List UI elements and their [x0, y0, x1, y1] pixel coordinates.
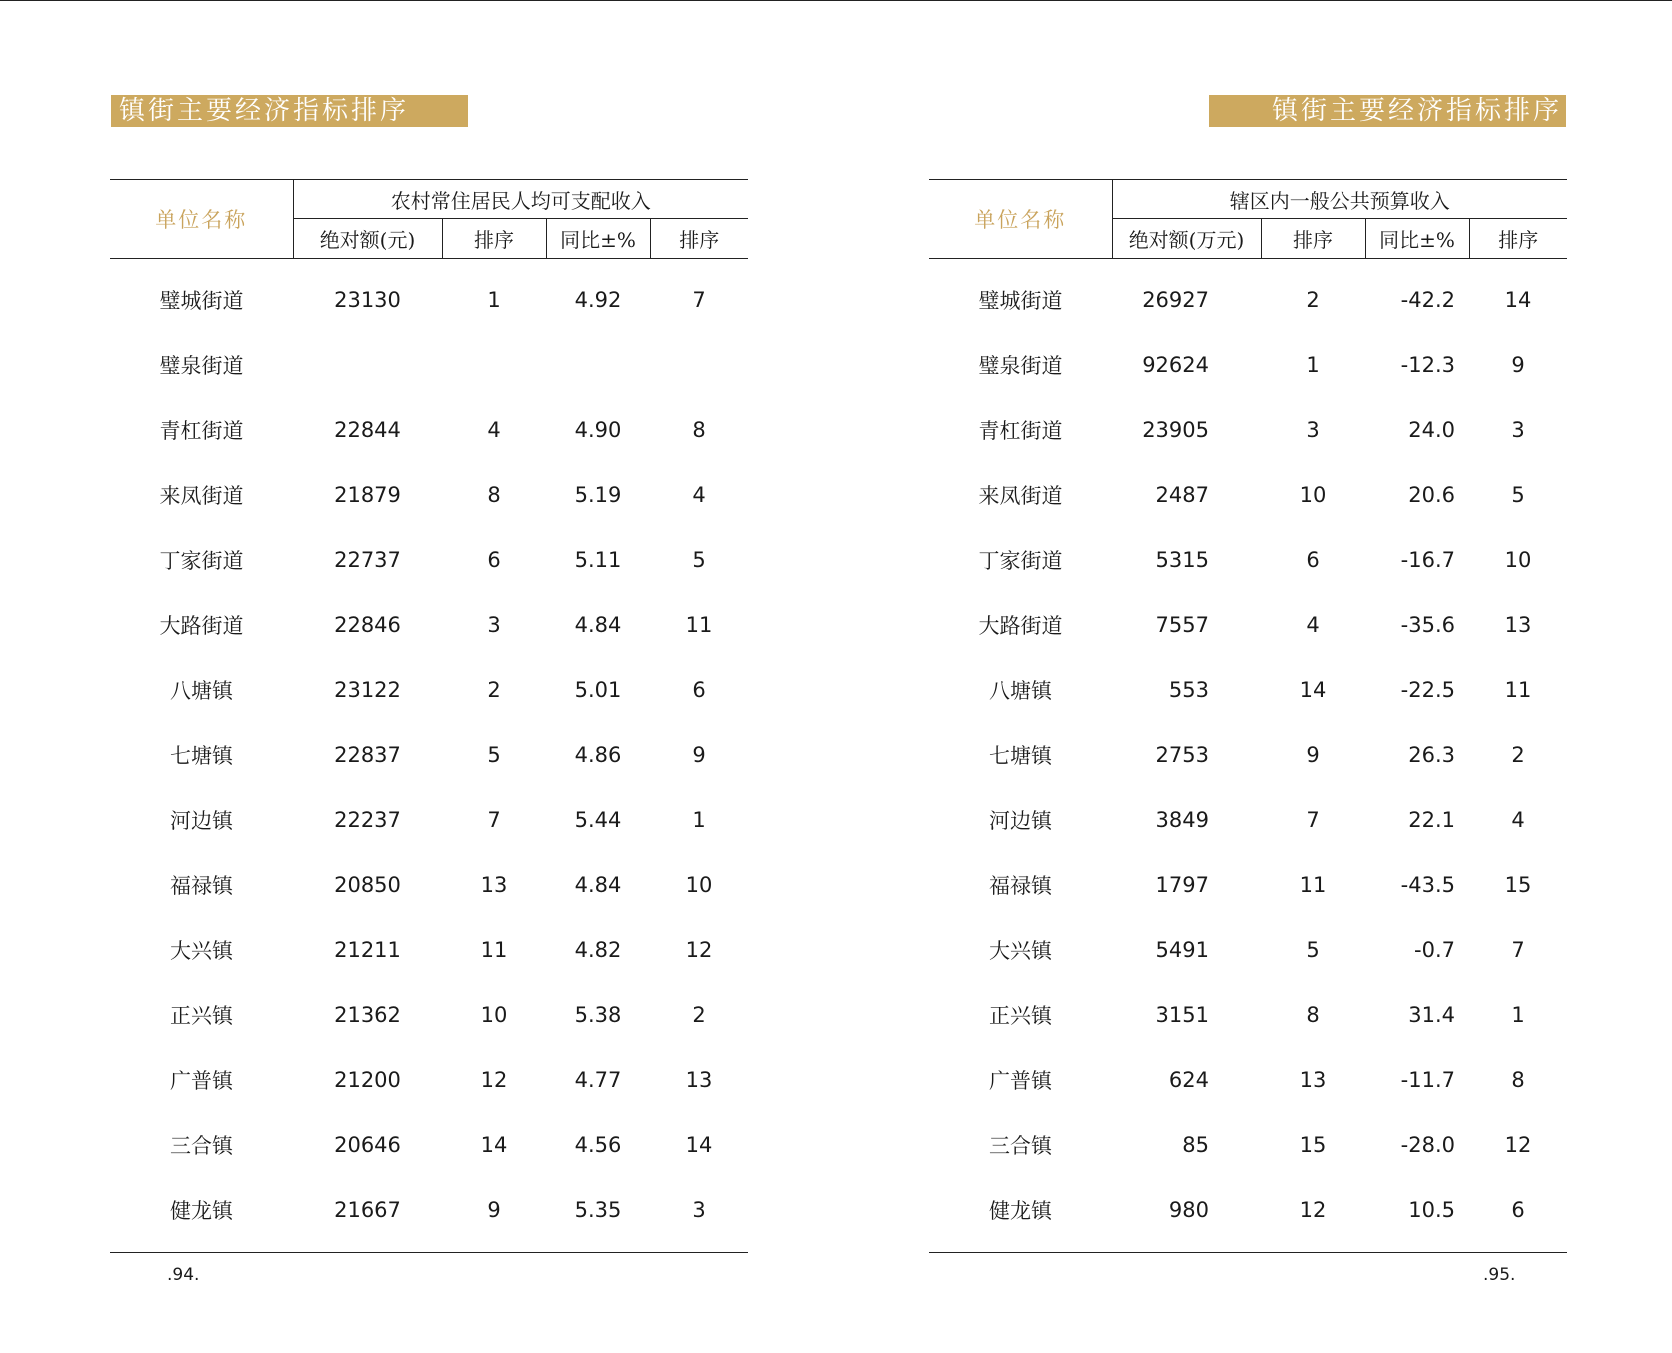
rank-cell: 14	[480, 1132, 508, 1157]
table-row	[929, 259, 1567, 333]
rank-cell: 6	[487, 547, 501, 572]
unit-name-cell: 来凤街道	[978, 483, 1063, 508]
absolute-value-cell: 3151	[1155, 1002, 1209, 1027]
yoy-rank-cell: 10	[1504, 547, 1532, 572]
unit-name-cell: 三合镇	[170, 1133, 233, 1158]
unit-name-cell: 健龙镇	[929, 1177, 1112, 1253]
left-data-table	[110, 179, 748, 1253]
unit-name-cell: 来凤街道	[159, 483, 244, 508]
yoy-percent-cell: -28.0	[1400, 1132, 1455, 1157]
table-row	[929, 852, 1567, 917]
table-row	[110, 917, 748, 982]
unit-name-cell: 大路街道	[978, 613, 1063, 638]
yoy-percent-cell	[546, 332, 650, 397]
table-row	[929, 1177, 1567, 1253]
absolute-value-cell: 23905	[1142, 417, 1209, 442]
yoy-percent-cell: 10.5	[1365, 1177, 1469, 1253]
unit-name-cell: 七塘镇	[170, 743, 233, 768]
rank-cell: 12	[1261, 1177, 1365, 1253]
table-row	[110, 592, 748, 657]
rank-cell	[442, 332, 546, 397]
unit-name-header: 单位名称	[110, 180, 293, 259]
rank-cell: 7	[487, 807, 501, 832]
yoy-rank-cell: 9	[692, 742, 706, 767]
unit-name-cell: 璧泉街道	[978, 353, 1063, 378]
absolute-value-cell: 7557	[1155, 612, 1209, 637]
table-row	[110, 852, 748, 917]
yoy-rank-cell: 13	[1504, 612, 1532, 637]
table-row	[929, 787, 1567, 852]
group-header: 农村常住居民人均可支配收入	[293, 180, 748, 219]
absolute-value-cell: 23122	[334, 677, 401, 702]
col-header-absolute: 绝对额(万元)	[1112, 219, 1261, 259]
absolute-value-cell: 22846	[334, 612, 401, 637]
table-row	[929, 1112, 1567, 1177]
table-row	[929, 982, 1567, 1047]
yoy-percent-cell: -35.6	[1400, 612, 1455, 637]
unit-name-cell: 广普镇	[989, 1068, 1052, 1093]
yoy-rank-cell: 9	[1511, 352, 1525, 377]
unit-name-cell: 广普镇	[170, 1068, 233, 1093]
absolute-value-cell	[293, 332, 442, 397]
table-row	[929, 657, 1567, 722]
yoy-rank-cell: 12	[1504, 1132, 1532, 1157]
absolute-value-cell: 22237	[334, 807, 401, 832]
yoy-percent-cell: 5.19	[574, 482, 622, 507]
unit-name-cell: 大兴镇	[170, 938, 233, 963]
col-header-yoy: 同比±%	[546, 219, 650, 259]
unit-name-header: 单位名称	[929, 180, 1112, 259]
yoy-percent-cell: 20.6	[1408, 482, 1455, 507]
unit-name-cell: 正兴镇	[989, 1003, 1052, 1028]
rank-cell: 3	[1306, 417, 1320, 442]
rank-cell: 13	[1299, 1067, 1327, 1092]
unit-name-cell: 璧城街道	[159, 288, 244, 313]
absolute-value-cell: 21667	[293, 1177, 442, 1253]
unit-name-cell: 河边镇	[989, 808, 1052, 833]
yoy-percent-cell: -16.7	[1400, 547, 1455, 572]
unit-name-cell: 三合镇	[989, 1133, 1052, 1158]
yoy-rank-cell: 2	[1511, 742, 1525, 767]
unit-name-cell: 大路街道	[159, 613, 244, 638]
yoy-rank-cell: 5	[1511, 482, 1525, 507]
yoy-percent-cell: 4.90	[574, 417, 622, 442]
yoy-percent-cell: 31.4	[1408, 1002, 1455, 1027]
absolute-value-cell: 980	[1112, 1177, 1261, 1253]
rank-cell: 5	[1306, 937, 1320, 962]
absolute-value-cell: 21879	[334, 482, 401, 507]
col-header-absolute: 绝对额(元)	[293, 219, 442, 259]
yoy-rank-cell: 1	[692, 807, 706, 832]
right-page	[836, 0, 1672, 1353]
yoy-percent-cell: -43.5	[1400, 872, 1455, 897]
yoy-rank-cell: 12	[685, 937, 713, 962]
table-row	[110, 527, 748, 592]
absolute-value-cell: 22737	[334, 547, 401, 572]
absolute-value-cell: 3849	[1155, 807, 1209, 832]
unit-name-cell: 正兴镇	[170, 1003, 233, 1028]
yoy-rank-cell: 6	[692, 677, 706, 702]
table-row	[929, 462, 1567, 527]
yoy-rank-cell: 4	[1511, 807, 1525, 832]
yoy-rank-cell: 15	[1504, 872, 1532, 897]
col-header-yoy-rank: 排序	[1469, 219, 1567, 259]
rank-cell: 10	[1299, 482, 1327, 507]
table-row	[929, 592, 1567, 657]
table-row	[110, 1047, 748, 1112]
rank-cell: 15	[1299, 1132, 1327, 1157]
absolute-value-cell: 2753	[1155, 742, 1209, 767]
yoy-rank-cell: 11	[685, 612, 713, 637]
yoy-rank-cell: 14	[1504, 287, 1532, 312]
unit-name-cell: 青杠街道	[978, 418, 1063, 443]
yoy-percent-cell: -42.2	[1400, 287, 1455, 312]
yoy-percent-cell: 5.38	[574, 1002, 622, 1027]
yoy-percent-cell: 24.0	[1408, 417, 1455, 442]
col-header-rank: 排序	[1261, 219, 1365, 259]
yoy-percent-cell: 5.35	[546, 1177, 650, 1253]
col-header-rank: 排序	[442, 219, 546, 259]
unit-name-cell: 丁家街道	[159, 548, 244, 573]
right-table-body	[929, 259, 1567, 1253]
page-number: .94.	[167, 1265, 200, 1285]
yoy-rank-cell: 3	[1511, 417, 1525, 442]
yoy-percent-cell: 22.1	[1408, 807, 1455, 832]
absolute-value-cell: 20850	[334, 872, 401, 897]
unit-name-cell: 丁家街道	[978, 548, 1063, 573]
rank-cell: 4	[1306, 612, 1320, 637]
yoy-rank-cell: 4	[692, 482, 706, 507]
unit-name-cell: 福禄镇	[989, 873, 1052, 898]
left-title-banner: 镇街主要经济指标排序	[111, 95, 468, 127]
yoy-rank-cell: 11	[1504, 677, 1532, 702]
yoy-percent-cell: 4.56	[574, 1132, 622, 1157]
rank-cell: 8	[487, 482, 501, 507]
table-row	[110, 259, 748, 333]
table-row	[929, 1047, 1567, 1112]
yoy-percent-cell: 4.82	[574, 937, 622, 962]
yoy-percent-cell: 5.01	[574, 677, 622, 702]
yoy-rank-cell: 10	[685, 872, 713, 897]
absolute-value-cell: 5315	[1155, 547, 1209, 572]
yoy-percent-cell: 4.92	[574, 287, 622, 312]
unit-name-cell: 八塘镇	[170, 678, 233, 703]
absolute-value-cell: 5491	[1155, 937, 1209, 962]
table-row	[110, 1177, 748, 1253]
unit-name-cell: 健龙镇	[110, 1177, 293, 1253]
rank-cell: 13	[480, 872, 508, 897]
yoy-percent-cell: -11.7	[1400, 1067, 1455, 1092]
absolute-value-cell: 26927	[1142, 287, 1209, 312]
table-row	[929, 527, 1567, 592]
unit-name-cell: 青杠街道	[159, 418, 244, 443]
table-row	[110, 982, 748, 1047]
rank-cell: 4	[487, 417, 501, 442]
yoy-rank-cell: 7	[692, 287, 706, 312]
col-header-yoy-rank: 排序	[650, 219, 748, 259]
absolute-value-cell: 20646	[334, 1132, 401, 1157]
absolute-value-cell: 92624	[1142, 352, 1209, 377]
absolute-value-cell: 22844	[334, 417, 401, 442]
rank-cell: 1	[1306, 352, 1320, 377]
yoy-percent-cell: 4.84	[574, 612, 622, 637]
unit-name-cell: 璧城街道	[978, 288, 1063, 313]
yoy-percent-cell: 4.84	[574, 872, 622, 897]
left-table-body	[110, 259, 748, 1253]
col-header-yoy: 同比±%	[1365, 219, 1469, 259]
yoy-percent-cell: 4.77	[574, 1067, 622, 1092]
right-data-table	[929, 179, 1567, 1253]
table-row	[110, 397, 748, 462]
unit-name-cell: 八塘镇	[989, 678, 1052, 703]
rank-cell: 11	[1299, 872, 1327, 897]
yoy-rank-cell: 13	[685, 1067, 713, 1092]
rank-cell: 12	[480, 1067, 508, 1092]
yoy-rank-cell: 8	[1511, 1067, 1525, 1092]
rank-cell: 9	[442, 1177, 546, 1253]
unit-name-cell: 福禄镇	[170, 873, 233, 898]
unit-name-cell: 大兴镇	[989, 938, 1052, 963]
rank-cell: 11	[480, 937, 508, 962]
group-header: 辖区内一般公共预算收入	[1112, 180, 1567, 219]
yoy-rank-cell: 14	[685, 1132, 713, 1157]
absolute-value-cell: 553	[1168, 677, 1209, 702]
yoy-percent-cell: -22.5	[1400, 677, 1455, 702]
absolute-value-cell: 22837	[334, 742, 401, 767]
table-row	[110, 1112, 748, 1177]
yoy-rank-cell: 8	[692, 417, 706, 442]
absolute-value-cell: 624	[1168, 1067, 1209, 1092]
yoy-rank-cell: 6	[1469, 1177, 1567, 1253]
rank-cell: 1	[487, 287, 501, 312]
rank-cell: 8	[1306, 1002, 1320, 1027]
right-title-banner: 镇街主要经济指标排序	[1209, 95, 1566, 127]
yoy-rank-cell	[650, 332, 748, 397]
table-row	[110, 787, 748, 852]
table-row	[110, 657, 748, 722]
yoy-percent-cell: 5.11	[574, 547, 622, 572]
absolute-value-cell: 1797	[1155, 872, 1209, 897]
yoy-rank-cell: 2	[692, 1002, 706, 1027]
table-row	[110, 722, 748, 787]
yoy-percent-cell: 26.3	[1408, 742, 1455, 767]
rank-cell: 10	[480, 1002, 508, 1027]
yoy-percent-cell: 4.86	[574, 742, 622, 767]
unit-name-cell: 七塘镇	[989, 743, 1052, 768]
table-row	[929, 397, 1567, 462]
table-row	[929, 917, 1567, 982]
rank-cell: 9	[1306, 742, 1320, 767]
yoy-percent-cell: -0.7	[1414, 937, 1455, 962]
table-row	[929, 332, 1567, 397]
table-row	[110, 332, 748, 397]
rank-cell: 2	[487, 677, 501, 702]
absolute-value-cell: 21200	[334, 1067, 401, 1092]
unit-name-cell: 河边镇	[170, 808, 233, 833]
yoy-rank-cell: 3	[650, 1177, 748, 1253]
absolute-value-cell: 85	[1182, 1132, 1209, 1157]
table-row	[110, 462, 748, 527]
yoy-percent-cell: -12.3	[1400, 352, 1455, 377]
absolute-value-cell: 23130	[334, 287, 401, 312]
rank-cell: 3	[487, 612, 501, 637]
page-number: .95.	[1483, 1265, 1516, 1285]
yoy-rank-cell: 1	[1511, 1002, 1525, 1027]
absolute-value-cell: 21362	[334, 1002, 401, 1027]
rank-cell: 5	[487, 742, 501, 767]
yoy-percent-cell: 5.44	[574, 807, 622, 832]
rank-cell: 2	[1306, 287, 1320, 312]
rank-cell: 14	[1299, 677, 1327, 702]
absolute-value-cell: 2487	[1155, 482, 1209, 507]
unit-name-cell: 璧泉街道	[159, 353, 244, 378]
absolute-value-cell: 21211	[334, 937, 401, 962]
table-row	[929, 722, 1567, 787]
rank-cell: 7	[1306, 807, 1320, 832]
rank-cell: 6	[1306, 547, 1320, 572]
yoy-rank-cell: 7	[1511, 937, 1525, 962]
yoy-rank-cell: 5	[692, 547, 706, 572]
